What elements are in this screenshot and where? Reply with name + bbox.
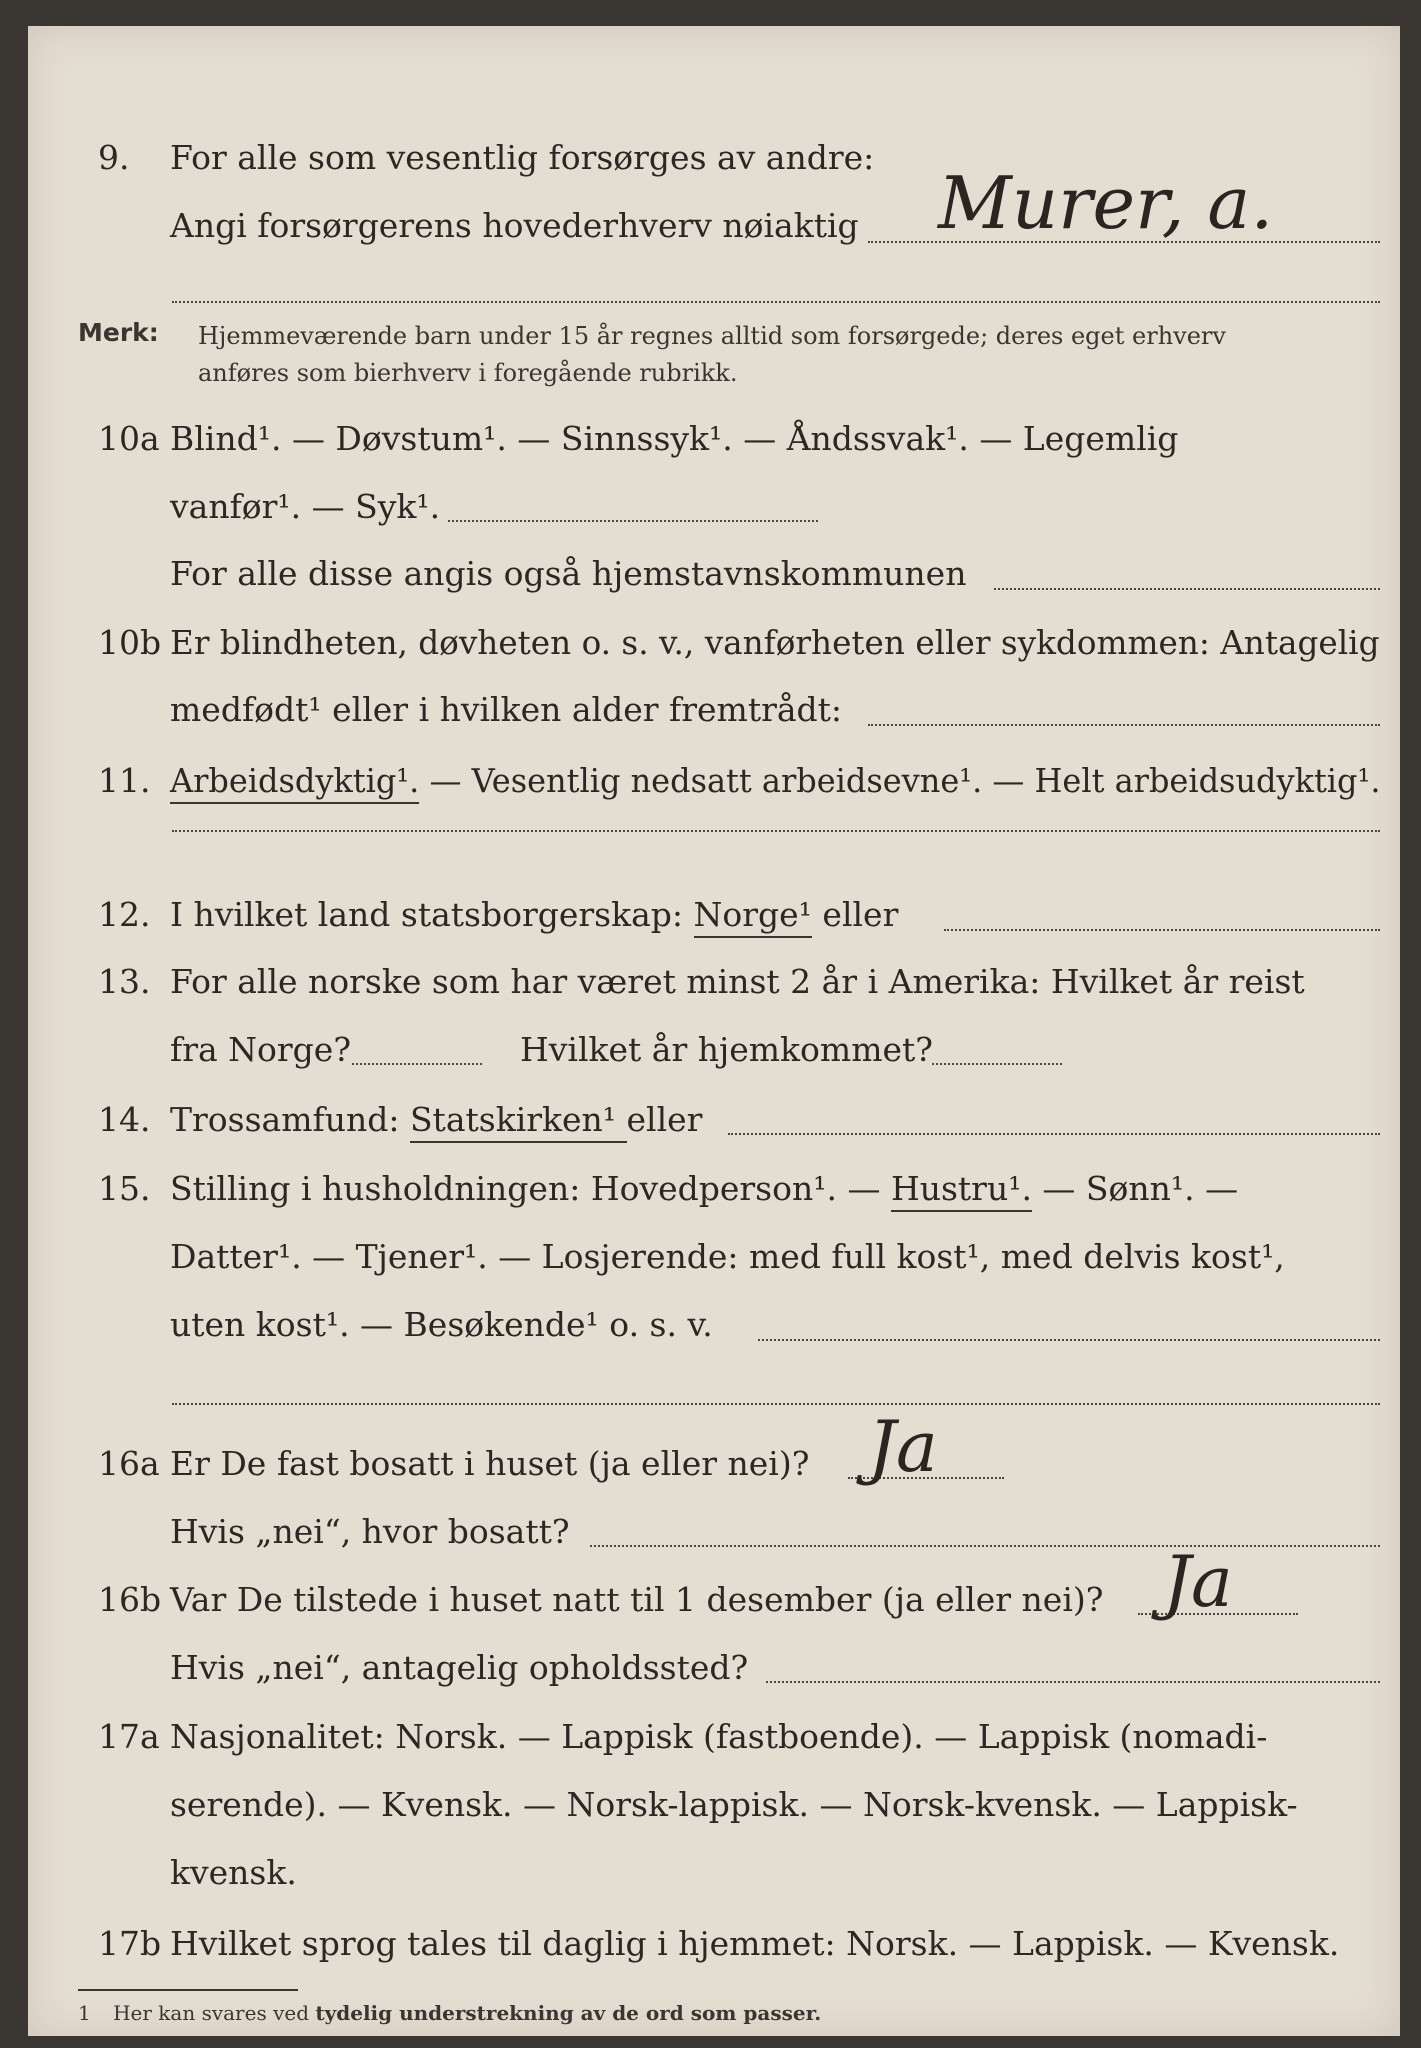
q17a-line3: kvensk. — [170, 1853, 297, 1892]
merk-text — [198, 318, 1358, 392]
q14-prefix: Trossamfund: — [170, 1100, 410, 1139]
q11-extra-line[interactable] — [172, 830, 1380, 832]
q9-extra-line[interactable] — [172, 301, 1380, 303]
q10b-line2: medfødt¹ eller i hvilken alder fremtrådt: — [170, 690, 843, 729]
q17a-number: 17a — [98, 1717, 160, 1756]
q16b-row2 — [28, 1640, 1400, 1696]
q10a-number: 10a — [98, 419, 160, 458]
q12-row — [28, 887, 1400, 943]
q9-line2: Angi forsørgerens hovederhverv nøiaktig — [170, 206, 859, 245]
q11-selected-option[interactable]: Arbeidsdyktig¹. — [170, 761, 419, 804]
q14-text — [170, 1092, 702, 1148]
q17b-row1 — [28, 1916, 1400, 1972]
q11-text — [170, 753, 1380, 809]
q13-line1: For alle norske som har været minst 2 år i Amerika: Hvilket år reist — [170, 962, 1305, 1001]
q16b-number: 16b — [98, 1580, 162, 1619]
q10b-answer-line[interactable] — [868, 724, 1380, 726]
q9-handwritten-answer: Murer, a. — [938, 161, 1274, 245]
q16b-line2: Hvis „nei“, antagelig opholdssted? — [170, 1648, 749, 1687]
q12-other-line[interactable] — [944, 929, 1380, 931]
q16b-handwritten-answer: Ja — [1163, 1541, 1233, 1623]
q10b-number: 10b — [98, 623, 162, 662]
q15-line1a: Stilling i husholdningen: Hovedperson¹. — — [170, 1169, 891, 1208]
q10a-row2 — [28, 479, 1400, 535]
merk-label: Merk: — [78, 318, 159, 347]
q10b-row1 — [28, 615, 1400, 671]
q17a-line2: serende). — Kvensk. — Norsk-lappisk. — Norsk-kvensk. — Lappisk- — [170, 1785, 1298, 1824]
q16a-handwritten-answer: Ja — [868, 1406, 938, 1488]
q13-row1 — [28, 954, 1400, 1010]
footnote — [78, 2001, 821, 2025]
q9-line1: For alle som vesentlig forsørges av andre: — [170, 138, 875, 177]
q11-number: 11. — [98, 761, 151, 800]
q10a-line1: Blind¹. — Døvstum¹. — Sinnssyk¹. — Åndssvak¹. — Legemlig — [170, 419, 1179, 458]
q10a-line2: vanfør¹. — Syk¹. — [170, 487, 441, 526]
q13-line2b: Hvilket år hjemkommet? — [520, 1030, 933, 1069]
footnote-text: Her kan svares ved — [113, 2001, 316, 2025]
q16b-line1: Var De tilstede i huset natt til 1 desember (ja eller nei)? — [170, 1580, 1104, 1619]
q16a-bosatt-line[interactable] — [590, 1545, 1380, 1547]
q14-selected-option[interactable]: Statskirken¹ — [410, 1100, 627, 1143]
merk-line1: Hjemmeværende barn under 15 år regnes alltid som forsørgede; deres eget erhverv — [198, 322, 1226, 350]
q15-other-line[interactable] — [758, 1339, 1380, 1341]
q15-line2: Datter¹. — Tjener¹. — Losjerende: med full kost¹, med delvis kost¹, — [170, 1237, 1285, 1276]
q15-row3 — [28, 1297, 1400, 1353]
q12-suffix: eller — [811, 895, 899, 934]
q10a-row1 — [28, 411, 1400, 467]
q17a-line1: Nasjonalitet: Norsk. — Lappisk (fastboende). — Lappisk (nomadi- — [170, 1717, 1268, 1756]
q17a-row3 — [28, 1845, 1400, 1901]
q14-other-line[interactable] — [728, 1133, 1380, 1135]
q16a-number: 16a — [98, 1444, 160, 1483]
q12-selected-option[interactable]: Norge¹ — [694, 895, 812, 938]
q15-line1 — [170, 1161, 1238, 1217]
q13-row2 — [28, 1022, 1400, 1078]
q11-row — [28, 753, 1400, 809]
q12-prefix: I hvilket land statsborgerskap: — [170, 895, 694, 934]
q15-line1b: — Sønn¹. — — [1031, 1169, 1239, 1208]
q16a-row1 — [28, 1436, 1400, 1492]
q13-number: 13. — [98, 962, 151, 1001]
q15-number: 15. — [98, 1169, 151, 1208]
q9-number: 9. — [98, 138, 130, 177]
q17b-line1: Hvilket sprog tales til daglig i hjemmet: Norsk. — Lappisk. — Kvensk. — [170, 1924, 1340, 1963]
q10b-row2 — [28, 682, 1400, 738]
footnote-mark: 1 — [78, 2001, 91, 2025]
merk-line2: anføres som bierhverv i foregående rubrikk. — [198, 359, 738, 387]
q11-other-options: — Vesentlig nedsatt arbeidsevne¹. — Helt arbeidsudyktig¹. — [419, 761, 1381, 800]
q15-row2 — [28, 1229, 1400, 1285]
q14-suffix: eller — [626, 1100, 703, 1139]
q13-reist-line[interactable] — [352, 1063, 482, 1065]
q10a-row3 — [28, 546, 1400, 602]
q14-row — [28, 1092, 1400, 1148]
q14-number: 14. — [98, 1100, 151, 1139]
q13-hjemkommet-line[interactable] — [932, 1063, 1062, 1065]
q17b-number: 17b — [98, 1924, 162, 1963]
q15-selected-option[interactable]: Hustru¹. — [891, 1169, 1032, 1212]
q10a-syk-line[interactable] — [448, 520, 818, 522]
q15-extra-line[interactable] — [172, 1403, 1380, 1405]
q15-row1 — [28, 1161, 1400, 1217]
footnote-rule — [78, 1989, 298, 1991]
q15-line3: uten kost¹. — Besøkende¹ o. s. v. — [170, 1305, 713, 1344]
q12-text — [170, 887, 898, 943]
q16a-line2: Hvis „nei“, hvor bosatt? — [170, 1512, 570, 1551]
q10a-kommune-line[interactable] — [994, 588, 1380, 590]
q12-number: 12. — [98, 895, 151, 934]
census-form-page — [28, 26, 1400, 2036]
q16b-opholdssted-line[interactable] — [766, 1681, 1380, 1683]
q17a-row1 — [28, 1709, 1400, 1765]
q10b-line1: Er blindheten, døvheten o. s. v., vanførheten eller sykdommen: Antagelig — [170, 623, 1380, 662]
footnote-bold: tydelig understrekning av de ord som passer. — [315, 2001, 822, 2025]
q10a-line3: For alle disse angis også hjemstavnskommunen — [170, 554, 967, 593]
q16a-line1: Er De fast bosatt i huset (ja eller nei)? — [170, 1444, 810, 1483]
q13-line2a: fra Norge? — [170, 1030, 352, 1069]
q17a-row2 — [28, 1777, 1400, 1833]
